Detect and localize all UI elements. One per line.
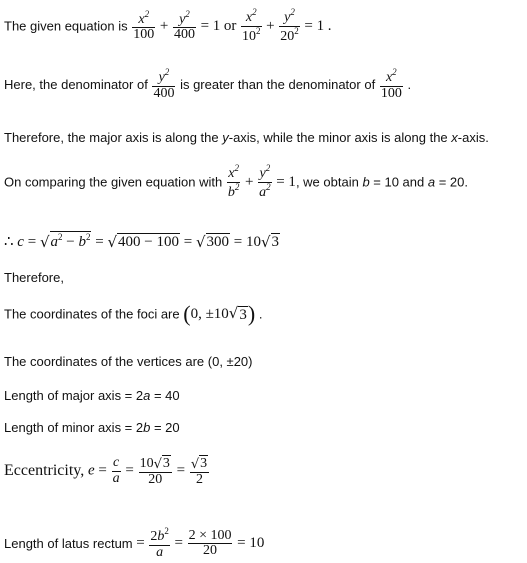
fraction-10root3-over-20: $\frac{10√3}{20}$: [139, 456, 170, 487]
comparison-line: On comparing the given equation with $\frac{x^2}{b^2}$ + $\frac{y^2}{a^2}$ = 1, we obtain b = 10 and a = 20.: [4, 163, 468, 200]
latus-rectum-line: Length of latus rectum = $\frac{2b^2}{a}$ = $\frac{2 \times 100}{20}$ = 10: [4, 526, 265, 560]
fraction-x2-over-10sq: $\frac{x^2}{10^2}$: [242, 7, 261, 44]
given-equation-text: The given equation is: [4, 18, 128, 34]
therefore-symbol: ∴: [4, 234, 14, 250]
fraction-y2-over-20sq: $\frac{y^2}{20^2}$: [280, 7, 299, 44]
fraction-y2-over-a2: $\frac{y^2}{a^2}$: [259, 163, 271, 200]
or-text: or: [223, 17, 237, 34]
therefore-label: Therefore,: [4, 270, 64, 285]
minor-axis-line: Length of minor axis = 2b = 20: [4, 420, 180, 435]
denominator-text-a: Here, the denominator of: [4, 77, 148, 93]
foci-line: The coordinates of the foci are (0, ±10√3) .: [4, 301, 263, 326]
axis-orientation-line: Therefore, the major axis is along the y-axis, while the minor axis is along the x-axis.: [4, 130, 489, 145]
equals-one-b: = 1: [304, 17, 325, 34]
eccentricity-line: Eccentricity, e = $\frac{c}{a}$ = $\frac{10√3}{20}$ = $\frac{√3}{2}$: [4, 455, 208, 487]
fraction-root3-over-2: $\frac{√3}{2}$: [190, 456, 208, 487]
vertices-line: The coordinates of the vertices are (0, ±20): [4, 354, 253, 369]
fraction-x2-over-100: $\frac{x^2}{100}$: [133, 8, 155, 43]
given-equation-line: The given equation is $\frac{x^2}{100}$ + $\frac{y^2}{400}$ = 1 or $\frac{x^2}{10^2}$ + $\frac{y^2}{20^2}$ = 1 .: [4, 7, 332, 44]
fraction-2x100-over-20: $\frac{2 \times 100}{20}$: [188, 527, 232, 559]
equals-one: = 1: [200, 17, 221, 34]
fraction-x2-over-100-b: $\frac{x^2}{100}$: [380, 67, 402, 101]
major-axis-line: Length of major axis = 2a = 40: [4, 388, 180, 403]
denominator-text-b: is greater than the denominator of: [180, 77, 376, 93]
fraction-c-over-a: $\frac{c}{a}$: [112, 455, 120, 486]
fraction-2b2-over-a: $\frac{2b^2}{a}$: [150, 526, 169, 560]
fraction-y2-over-400-b: $\frac{y^2}{400}$: [153, 67, 175, 101]
fraction-y2-over-400: $\frac{y^2}{400}$: [173, 8, 195, 43]
fraction-x2-over-b2: $\frac{x^2}{b^2}$: [227, 163, 240, 200]
denominator-comparison-line: Here, the denominator of $\frac{y^2}{400}$ is greater than the denominator of $\frac{x^2}{100}$ .: [4, 67, 412, 101]
c-computation-line: ∴ $c = √a^2 - b^2 = √400 - 100 = √300 = 10√3$: [4, 232, 280, 251]
